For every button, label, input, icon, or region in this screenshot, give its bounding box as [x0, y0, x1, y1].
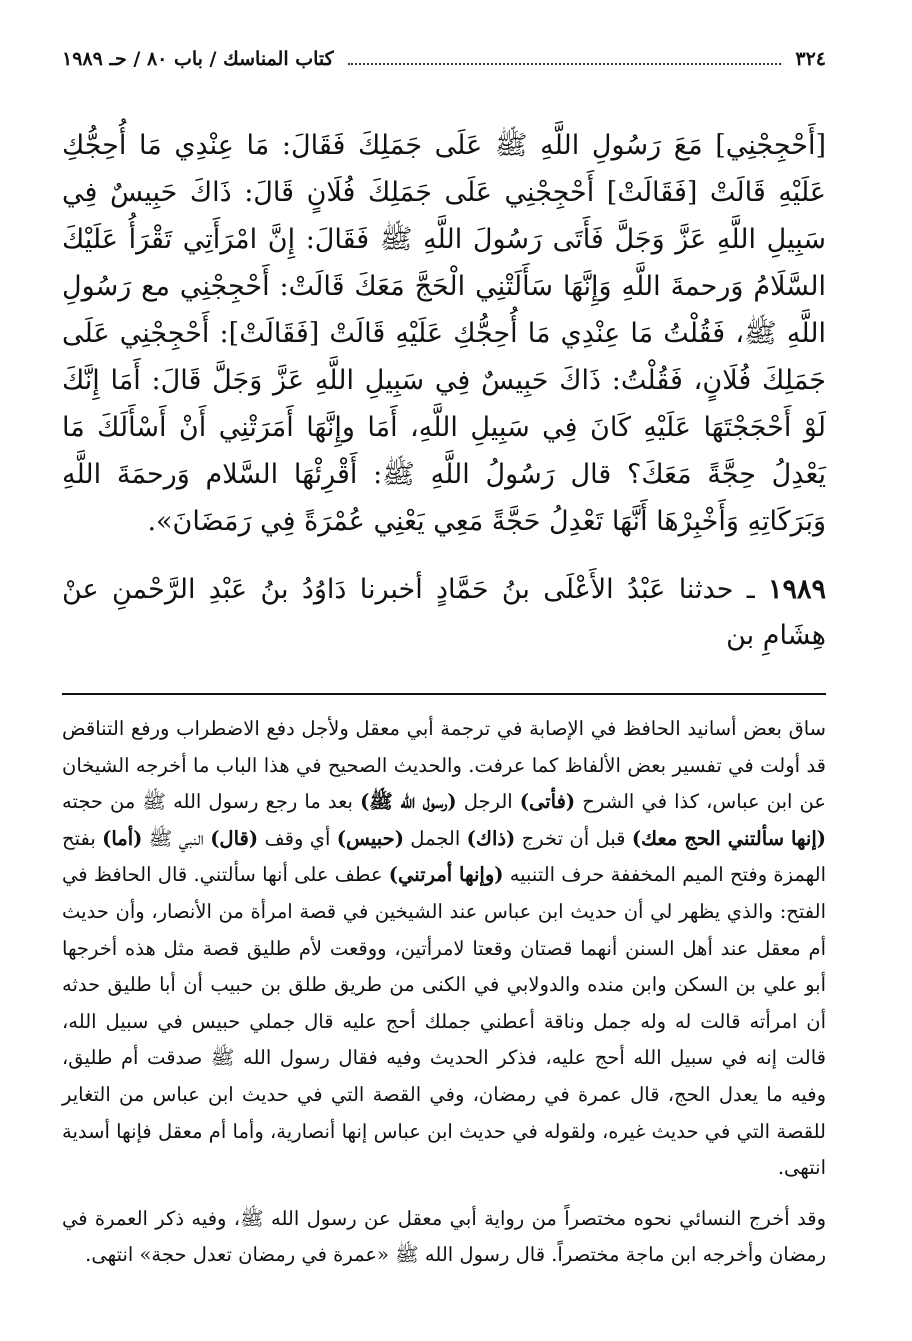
footnote-bold-term: (رسول الله ﷺ)	[360, 790, 457, 814]
footnote-text-run: عطف على أنها سألتني. قال الحافظ في الفتح: والذي يظهر لي أن حديث ابن عباس عند الشيخين في قصة امرأة من الأنصار، وأن حديث أم معقل عند أهل السنن أنهما قصتان وقعتا لامرأتين، ووقعت لأم طليق قصة مثل هذه أخرجها أبو علي بن السكن وابن منده والدولابي في الكنى من طريق طلق بن حبيب أن أبا طليق حدثه أن امرأته قالت له وله جمل وناقة أعطني جملك أحج عليه قال جملي حبيس في سبيل الله، قالت إنه في سبيل الله أحج عليه، فذكر الحديث وفيه فقال رسول الله ﷺ صدقت أم طليق، وفيه ما يعدل الحج، قال عمرة في رمضان، وفي القصة التي في حديث ابن عباس من التغاير للقصة التي في حديث غيره، ولقوله في حديث ابن عباس إنها أنصارية، وأما أم معقل فإنها أسدية انتهى.	[62, 863, 826, 1180]
footnote-paragraph-2: وقد أخرج النسائي نحوه مختصراً من رواية أبي معقل عن رسول الله ﷺ، وفيه ذكر العمرة في رمضان وأخرجه ابن ماجة مختصراً. قال رسول الله ﷺ «عمرة في رمضان تعدل حجة» انتهى.	[62, 1206, 826, 1267]
footnote-bold-term: (فأتى)	[519, 790, 576, 814]
hadith-1989-start	[62, 567, 826, 659]
footnote-text-run: الرجل	[456, 790, 520, 814]
footnote-bold-term: (حبيس)	[336, 826, 404, 850]
footnote-text-run: ساق بعض أسانيد الحافظ في الإصابة في ترجمة أبي معقل ولأجل دفع الاضطراب ورفع التناقض قد أولت في تفسير بعض الألفاظ كما عرفت. والحديث الصحيح في هذا الباب ما أخرجه الشيخان عن ابن عباس، كذا في الشرح	[62, 717, 826, 814]
book-page	[62, 48, 826, 1274]
footnote-bold-term: (قال)	[210, 826, 259, 850]
footnote-text-run: بعد ما رجع رسول الله ﷺ من حجته	[62, 790, 361, 814]
header-dot-leader	[348, 49, 782, 65]
footnote-bold-term: (أما)	[102, 826, 143, 850]
hadith-number: ١٩٨٩	[767, 574, 826, 605]
footnote-commentary	[62, 711, 826, 1274]
running-header	[62, 48, 826, 82]
footnote-bold-term: (وإنها أمرتني)	[388, 863, 504, 887]
footnote-bold-term: (ذاك)	[466, 826, 516, 850]
hadith-main-text	[62, 122, 826, 545]
footnote-text-run: النبي ﷺ	[142, 826, 211, 850]
footnote-text-run: أي وقف	[258, 826, 337, 850]
main-paragraph: [أَحْجِجْنِي] مَعَ رَسُولِ اللَّهِ ﷺ عَلَى جَمَلِكَ فَقَالَ: مَا عِنْدِي مَا أُحِجُّكِ عَلَيْهِ قَالَتْ [فَقَالَتْ] أَحْجِجْنِي عَلَى جَمَلِكَ فُلَانٍ قَالَ: ذَاكَ حَبِيسٌ فِي سَبِيلِ اللَّهِ عَزَّ وَجَلَّ فَأَتَى رَسُولَ اللَّهِ ﷺ فَقَالَ: إِنَّ امْرَأَتِي تَقْرَأُ عَلَيْكَ السَّلَامُ وَرحمةَ اللَّهِ وَإِنَّهَا سَأَلَتْنِي الْحَجَّ مَعَكَ قَالَتْ: أَحْجِجْنِي مع رَسُولِ اللَّهِ ﷺ، فَقُلْتُ مَا عِنْدِي مَا أُحِجُّكِ عَلَيْهِ قَالَتْ [فَقَالَتْ]: أَحْجِجْنِي عَلَى جَمَلِكَ فُلَانٍ، فَقُلْتُ: ذَاكَ حَبِيسٌ فِي سَبِيلِ اللَّهِ عَزَّ وَجَلَّ قَالَ: أَمَا إِنَّكَ لَوْ أَحْجَجْتَهَا عَلَيْهِ كَانَ فِي سَبِيلِ اللَّهِ، أَمَا وإِنَّهَا أَمَرَتْنِي أَنْ أَسْأَلَكَ مَا يَعْدِلُ حِجَّةً مَعَكَ؟ قال رَسُولُ اللَّهِ ﷺ: أَقْرِئْهَا السَّلام وَرحمَةَ اللَّهِ وَبَرَكَاتِهِ وَأَخْبِرْهَا أَنَّهَا تَعْدِلُ حَجَّةً مَعِي يَعْنِي عُمْرَةً فِي رَمَضَانَ».	[62, 130, 826, 537]
footnote-text-run: الجمل	[403, 826, 467, 850]
footnote-paragraph-1	[62, 711, 826, 1187]
footnote-bold-term: (إنها سألتني الحج معك)	[631, 826, 826, 850]
footnote-text-run: بفتح الهمزة وفتح الميم المخففة حرف التنبيه	[62, 826, 826, 887]
hadith-isnad-text: ـ حدثنا عَبْدُ الأَعْلَى بنُ حَمَّادٍ أخبرنا دَاوُدُ بنُ عَبْدِ الرَّحْمنِ عنْ هِشَامِ بن	[62, 574, 826, 651]
page-number: ٣٢٤	[795, 48, 826, 70]
footnote-separator	[62, 693, 826, 695]
footnote-text-run: قبل أن تخرج	[515, 826, 632, 850]
chapter-reference: كتاب المناسك / باب ٨٠ / حـ ١٩٨٩	[62, 48, 334, 70]
